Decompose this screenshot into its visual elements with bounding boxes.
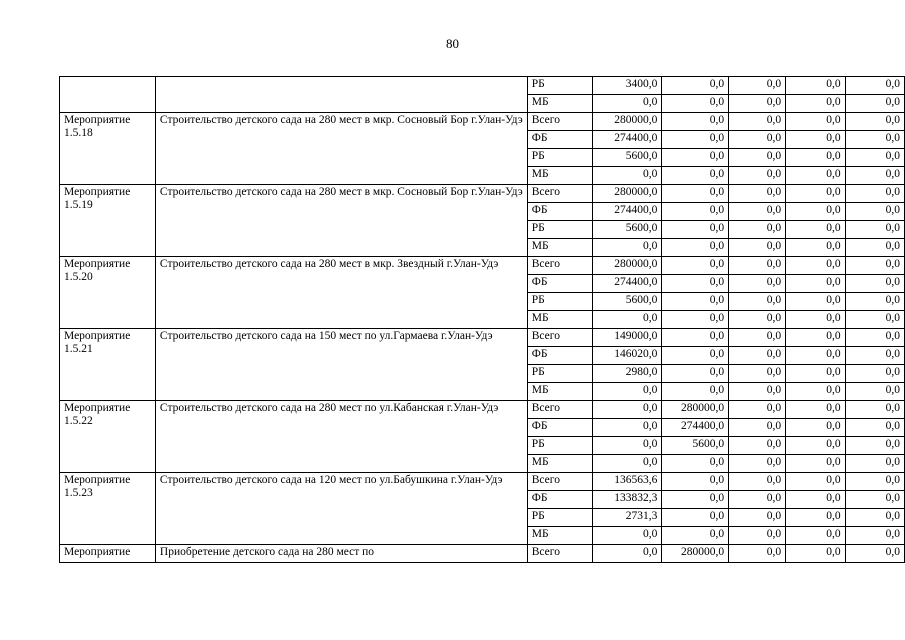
event-code-number: 1.5.18 <box>64 127 93 139</box>
value-cell: 274400,0 <box>662 419 729 437</box>
value-cell: 0,0 <box>662 347 729 365</box>
value-cell: 0,0 <box>786 347 845 365</box>
value-cell: 0,0 <box>845 113 904 131</box>
value-cell: 0,0 <box>845 365 904 383</box>
value-cell: 0,0 <box>729 95 786 113</box>
value-cell: 0,0 <box>845 131 904 149</box>
value-cell: 0,0 <box>845 203 904 221</box>
value-cell: 0,0 <box>786 383 845 401</box>
funding-source-cell: ФБ <box>527 419 593 437</box>
event-name-cell: Строительство детского сада на 280 мест в мкр. Сосновый Бор г.Улан-Удэ <box>155 185 527 257</box>
value-cell: 0,0 <box>729 257 786 275</box>
value-cell: 0,0 <box>662 509 729 527</box>
funding-source-cell: МБ <box>527 383 593 401</box>
event-code-cell <box>60 113 156 185</box>
value-cell: 0,0 <box>729 491 786 509</box>
value-cell: 0,0 <box>845 491 904 509</box>
funding-source-cell: РБ <box>527 293 593 311</box>
funding-source-cell: ФБ <box>527 275 593 293</box>
value-cell: 0,0 <box>845 527 904 545</box>
value-cell: 0,0 <box>845 347 904 365</box>
value-cell: 0,0 <box>729 275 786 293</box>
table-row <box>60 329 905 347</box>
value-cell: 0,0 <box>729 437 786 455</box>
table-row <box>60 113 905 131</box>
value-cell: 136563,6 <box>593 473 662 491</box>
value-cell: 0,0 <box>662 293 729 311</box>
value-cell: 280000,0 <box>662 545 729 563</box>
value-cell: 0,0 <box>786 113 845 131</box>
value-cell: 0,0 <box>593 527 662 545</box>
value-cell: 0,0 <box>593 383 662 401</box>
value-cell: 0,0 <box>662 77 729 95</box>
value-cell: 0,0 <box>729 365 786 383</box>
funding-source-cell: МБ <box>527 527 593 545</box>
value-cell: 0,0 <box>729 329 786 347</box>
value-cell: 0,0 <box>593 545 662 563</box>
event-name-cell <box>155 77 527 113</box>
value-cell: 0,0 <box>662 221 729 239</box>
value-cell: 5600,0 <box>593 221 662 239</box>
value-cell: 0,0 <box>845 311 904 329</box>
value-cell: 0,0 <box>662 113 729 131</box>
value-cell: 0,0 <box>786 311 845 329</box>
value-cell: 0,0 <box>786 329 845 347</box>
event-code-cell <box>60 473 156 545</box>
value-cell: 280000,0 <box>593 257 662 275</box>
event-name-cell: Строительство детского сада на 280 мест в мкр. Звездный г.Улан-Удэ <box>155 257 527 329</box>
event-code-label: Мероприятие <box>64 114 131 126</box>
page-number: 80 <box>446 36 459 51</box>
value-cell: 0,0 <box>729 401 786 419</box>
budget-table <box>59 76 905 563</box>
event-code-number: 1.5.22 <box>64 415 93 427</box>
funding-source-cell: Всего <box>527 473 593 491</box>
event-code-label: Мероприятие <box>64 330 131 342</box>
value-cell: 0,0 <box>729 149 786 167</box>
value-cell: 0,0 <box>786 167 845 185</box>
funding-source-cell: Всего <box>527 329 593 347</box>
value-cell: 0,0 <box>593 455 662 473</box>
funding-source-cell: РБ <box>527 365 593 383</box>
value-cell: 0,0 <box>786 203 845 221</box>
budget-table-body <box>60 77 905 563</box>
value-cell: 0,0 <box>845 95 904 113</box>
value-cell: 0,0 <box>786 491 845 509</box>
table-row <box>60 77 905 95</box>
value-cell: 0,0 <box>845 275 904 293</box>
table-row <box>60 473 905 491</box>
value-cell: 0,0 <box>845 329 904 347</box>
value-cell: 0,0 <box>662 473 729 491</box>
value-cell: 280000,0 <box>593 185 662 203</box>
funding-source-cell: ФБ <box>527 131 593 149</box>
event-code-label: Мероприятие <box>64 258 131 270</box>
value-cell: 0,0 <box>786 455 845 473</box>
value-cell: 0,0 <box>662 95 729 113</box>
event-code-cell <box>60 185 156 257</box>
value-cell: 0,0 <box>729 113 786 131</box>
value-cell: 0,0 <box>662 275 729 293</box>
value-cell: 0,0 <box>729 509 786 527</box>
value-cell: 0,0 <box>593 95 662 113</box>
value-cell: 0,0 <box>845 545 904 563</box>
value-cell: 280000,0 <box>662 401 729 419</box>
event-name-cell: Строительство детского сада на 150 мест по ул.Гармаева г.Улан-Удэ <box>155 329 527 401</box>
value-cell: 0,0 <box>845 149 904 167</box>
value-cell: 0,0 <box>845 437 904 455</box>
value-cell: 0,0 <box>662 149 729 167</box>
event-code-label: Мероприятие <box>64 546 131 558</box>
event-code-cell <box>60 257 156 329</box>
value-cell: 0,0 <box>845 419 904 437</box>
value-cell: 0,0 <box>786 365 845 383</box>
value-cell: 0,0 <box>593 419 662 437</box>
funding-source-cell: ФБ <box>527 491 593 509</box>
table-row <box>60 185 905 203</box>
value-cell: 0,0 <box>729 311 786 329</box>
value-cell: 0,0 <box>786 545 845 563</box>
table-row <box>60 401 905 419</box>
value-cell: 0,0 <box>845 185 904 203</box>
funding-source-cell: Всего <box>527 401 593 419</box>
event-code-number: 1.5.21 <box>64 343 93 355</box>
value-cell: 5600,0 <box>593 293 662 311</box>
value-cell: 0,0 <box>593 437 662 455</box>
value-cell: 0,0 <box>786 95 845 113</box>
value-cell: 0,0 <box>786 437 845 455</box>
funding-source-cell: ФБ <box>527 347 593 365</box>
table-row <box>60 257 905 275</box>
value-cell: 0,0 <box>729 545 786 563</box>
value-cell: 0,0 <box>593 167 662 185</box>
value-cell: 0,0 <box>786 401 845 419</box>
funding-source-cell: МБ <box>527 455 593 473</box>
value-cell: 0,0 <box>662 329 729 347</box>
value-cell: 0,0 <box>845 167 904 185</box>
value-cell: 280000,0 <box>593 113 662 131</box>
value-cell: 3400,0 <box>593 77 662 95</box>
table-row <box>60 545 905 563</box>
value-cell: 0,0 <box>729 239 786 257</box>
value-cell: 0,0 <box>786 527 845 545</box>
value-cell: 0,0 <box>786 131 845 149</box>
value-cell: 0,0 <box>593 239 662 257</box>
value-cell: 2731,3 <box>593 509 662 527</box>
event-code-cell <box>60 329 156 401</box>
value-cell: 0,0 <box>786 257 845 275</box>
value-cell: 0,0 <box>662 383 729 401</box>
value-cell: 0,0 <box>786 77 845 95</box>
value-cell: 0,0 <box>786 185 845 203</box>
value-cell: 0,0 <box>729 203 786 221</box>
funding-source-cell: МБ <box>527 167 593 185</box>
value-cell: 0,0 <box>729 455 786 473</box>
value-cell: 0,0 <box>845 293 904 311</box>
value-cell: 5600,0 <box>662 437 729 455</box>
funding-source-cell: Всего <box>527 185 593 203</box>
value-cell: 146020,0 <box>593 347 662 365</box>
value-cell: 0,0 <box>729 221 786 239</box>
value-cell: 0,0 <box>662 491 729 509</box>
value-cell: 0,0 <box>786 221 845 239</box>
value-cell: 0,0 <box>662 131 729 149</box>
value-cell: 0,0 <box>786 473 845 491</box>
value-cell: 0,0 <box>729 167 786 185</box>
value-cell: 5600,0 <box>593 149 662 167</box>
value-cell: 2980,0 <box>593 365 662 383</box>
event-name-cell: Строительство детского сада на 280 мест в мкр. Сосновый Бор г.Улан-Удэ <box>155 113 527 185</box>
value-cell: 0,0 <box>662 455 729 473</box>
value-cell: 0,0 <box>845 221 904 239</box>
value-cell: 0,0 <box>845 455 904 473</box>
event-code-label: Мероприятие <box>64 474 131 486</box>
funding-source-cell: МБ <box>527 239 593 257</box>
value-cell: 0,0 <box>845 473 904 491</box>
value-cell: 0,0 <box>662 203 729 221</box>
value-cell: 0,0 <box>662 365 729 383</box>
event-code-label: Мероприятие <box>64 186 131 198</box>
value-cell: 0,0 <box>729 347 786 365</box>
funding-source-cell: Всего <box>527 113 593 131</box>
value-cell: 0,0 <box>662 527 729 545</box>
funding-source-cell: РБ <box>527 149 593 167</box>
value-cell: 0,0 <box>729 527 786 545</box>
value-cell: 0,0 <box>845 239 904 257</box>
value-cell: 0,0 <box>786 509 845 527</box>
value-cell: 149000,0 <box>593 329 662 347</box>
value-cell: 0,0 <box>662 311 729 329</box>
funding-source-cell: Всего <box>527 257 593 275</box>
event-name-cell: Приобретение детского сада на 280 мест по <box>155 545 527 563</box>
value-cell: 133832,3 <box>593 491 662 509</box>
value-cell: 0,0 <box>786 419 845 437</box>
event-code-number: 1.5.20 <box>64 271 93 283</box>
value-cell: 0,0 <box>729 77 786 95</box>
value-cell: 274400,0 <box>593 275 662 293</box>
event-code-cell <box>60 77 156 113</box>
event-code-cell <box>60 545 156 563</box>
value-cell: 0,0 <box>845 77 904 95</box>
value-cell: 0,0 <box>786 239 845 257</box>
value-cell: 274400,0 <box>593 203 662 221</box>
value-cell: 0,0 <box>786 293 845 311</box>
funding-source-cell: РБ <box>527 221 593 239</box>
value-cell: 0,0 <box>845 509 904 527</box>
funding-source-cell: МБ <box>527 95 593 113</box>
funding-source-cell: МБ <box>527 311 593 329</box>
value-cell: 0,0 <box>593 311 662 329</box>
funding-source-cell: РБ <box>527 77 593 95</box>
funding-source-cell: ФБ <box>527 203 593 221</box>
value-cell: 0,0 <box>662 257 729 275</box>
value-cell: 0,0 <box>729 383 786 401</box>
value-cell: 0,0 <box>845 257 904 275</box>
event-code-cell <box>60 401 156 473</box>
event-code-label: Мероприятие <box>64 402 131 414</box>
event-name-cell: Строительство детского сада на 280 мест по ул.Кабанская г.Улан-Удэ <box>155 401 527 473</box>
value-cell: 0,0 <box>729 473 786 491</box>
value-cell: 0,0 <box>729 185 786 203</box>
event-code-number: 1.5.23 <box>64 487 93 499</box>
value-cell: 0,0 <box>662 239 729 257</box>
event-name-cell: Строительство детского сада на 120 мест по ул.Бабушкина г.Улан-Удэ <box>155 473 527 545</box>
funding-source-cell: Всего <box>527 545 593 563</box>
value-cell: 0,0 <box>729 293 786 311</box>
value-cell: 0,0 <box>662 167 729 185</box>
value-cell: 0,0 <box>593 401 662 419</box>
value-cell: 0,0 <box>786 275 845 293</box>
value-cell: 0,0 <box>845 383 904 401</box>
funding-source-cell: РБ <box>527 437 593 455</box>
funding-source-cell: РБ <box>527 509 593 527</box>
value-cell: 0,0 <box>729 131 786 149</box>
value-cell: 0,0 <box>729 419 786 437</box>
value-cell: 0,0 <box>845 401 904 419</box>
value-cell: 0,0 <box>662 185 729 203</box>
value-cell: 274400,0 <box>593 131 662 149</box>
value-cell: 0,0 <box>786 149 845 167</box>
event-code-number: 1.5.19 <box>64 199 93 211</box>
